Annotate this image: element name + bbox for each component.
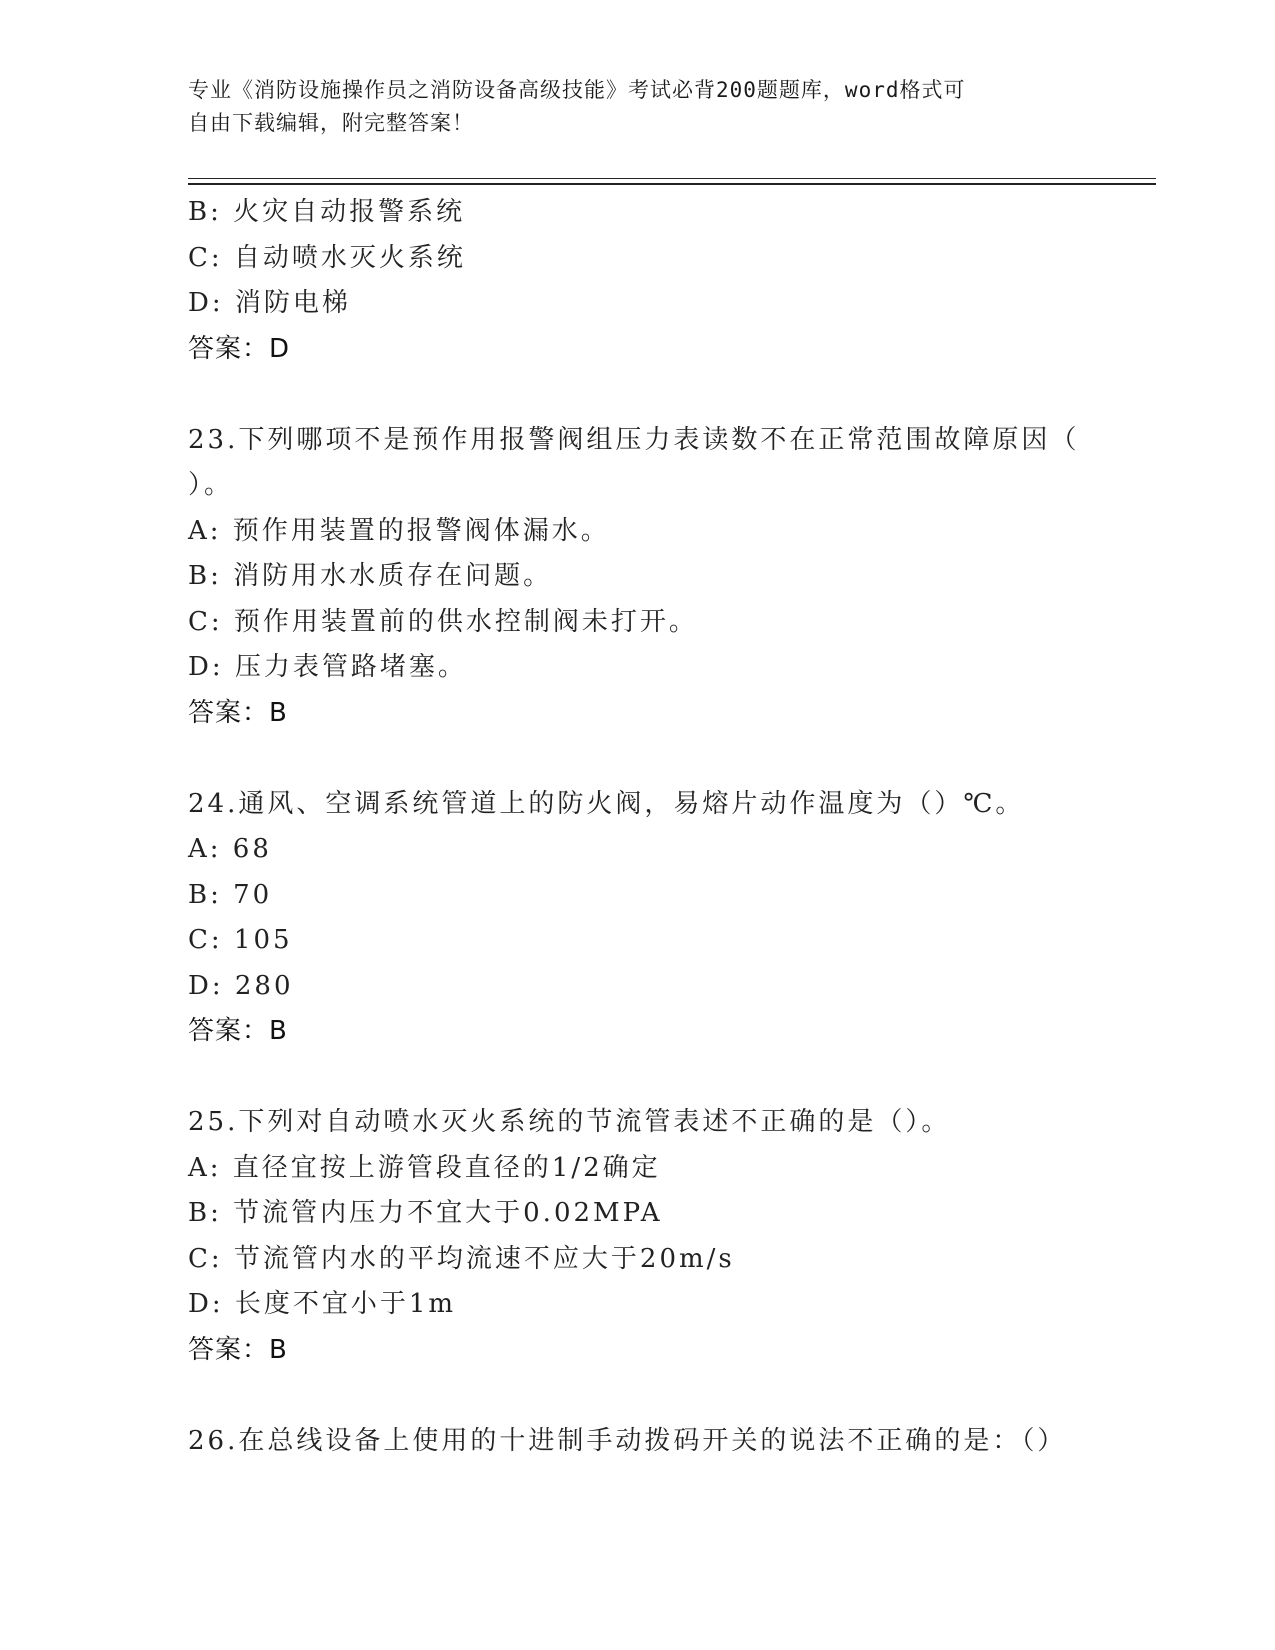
option-d: D: 压力表管路堵塞。 <box>188 652 467 682</box>
question-stem: 23.下列哪项不是预作用报警阀组压力表读数不在正常范围故障原因（ <box>188 424 1080 455</box>
question-24 <box>188 782 1148 1055</box>
header-divider-thin <box>188 178 1156 179</box>
header-line-1: 专业《消防设施操作员之消防设备高级技能》考试必背200题题库，word格式可 <box>188 78 966 102</box>
question-list <box>188 190 1148 1464</box>
option-c: C: 节流管内水的平均流速不应大于20m/s <box>188 1243 735 1274</box>
option-a: A: 预作用装置的报警阀体漏水。 <box>188 515 610 546</box>
option-d: D: 长度不宜小于1m <box>188 1289 457 1319</box>
spacer <box>188 736 1148 782</box>
option-d: D: 280 <box>188 970 294 1001</box>
question-stem: 25.下列对自动喷水灭火系统的节流管表述不正确的是（）。 <box>188 1107 951 1137</box>
option-d: D: 消防电梯 <box>188 288 351 318</box>
spacer <box>188 372 1148 418</box>
option-b: B: 火灾自动报警系统 <box>188 197 466 227</box>
option-b: B: 70 <box>188 879 273 910</box>
option-a: A: 68 <box>188 834 272 864</box>
option-b: B: 消防用水水质存在问题。 <box>188 561 553 591</box>
spacer <box>188 1373 1148 1419</box>
question-stem: 24.通风、空调系统管道上的防火阀，易熔片动作温度为（）℃。 <box>188 788 1025 819</box>
option-c: C: 105 <box>188 925 293 955</box>
header-divider-thick <box>188 183 1156 185</box>
question-22-tail <box>188 190 1148 372</box>
answer-line: 答案：B <box>188 1334 288 1365</box>
question-stem: 26.在总线设备上使用的十进制手动拨码开关的说法不正确的是：（） <box>188 1425 1067 1456</box>
header-line-2: 自由下载编辑，附完整答案！ <box>188 111 474 135</box>
option-c: C: 自动喷水灭火系统 <box>188 242 466 273</box>
answer-line: 答案：B <box>188 697 288 728</box>
question-26 <box>188 1419 1148 1465</box>
option-b: B: 节流管内压力不宜大于0.02MPA <box>188 1198 663 1228</box>
question-stem-cont: ）。 <box>188 470 234 500</box>
question-23 <box>188 418 1148 737</box>
answer-line: 答案：D <box>188 333 291 364</box>
answer-line: 答案：B <box>188 1016 288 1046</box>
spacer <box>188 1055 1148 1101</box>
question-25 <box>188 1100 1148 1373</box>
option-c: C: 预作用装置前的供水控制阀未打开。 <box>188 606 698 637</box>
option-a: A: 直径宜按上游管段直径的1/2确定 <box>188 1152 661 1183</box>
document-header <box>188 74 1088 140</box>
